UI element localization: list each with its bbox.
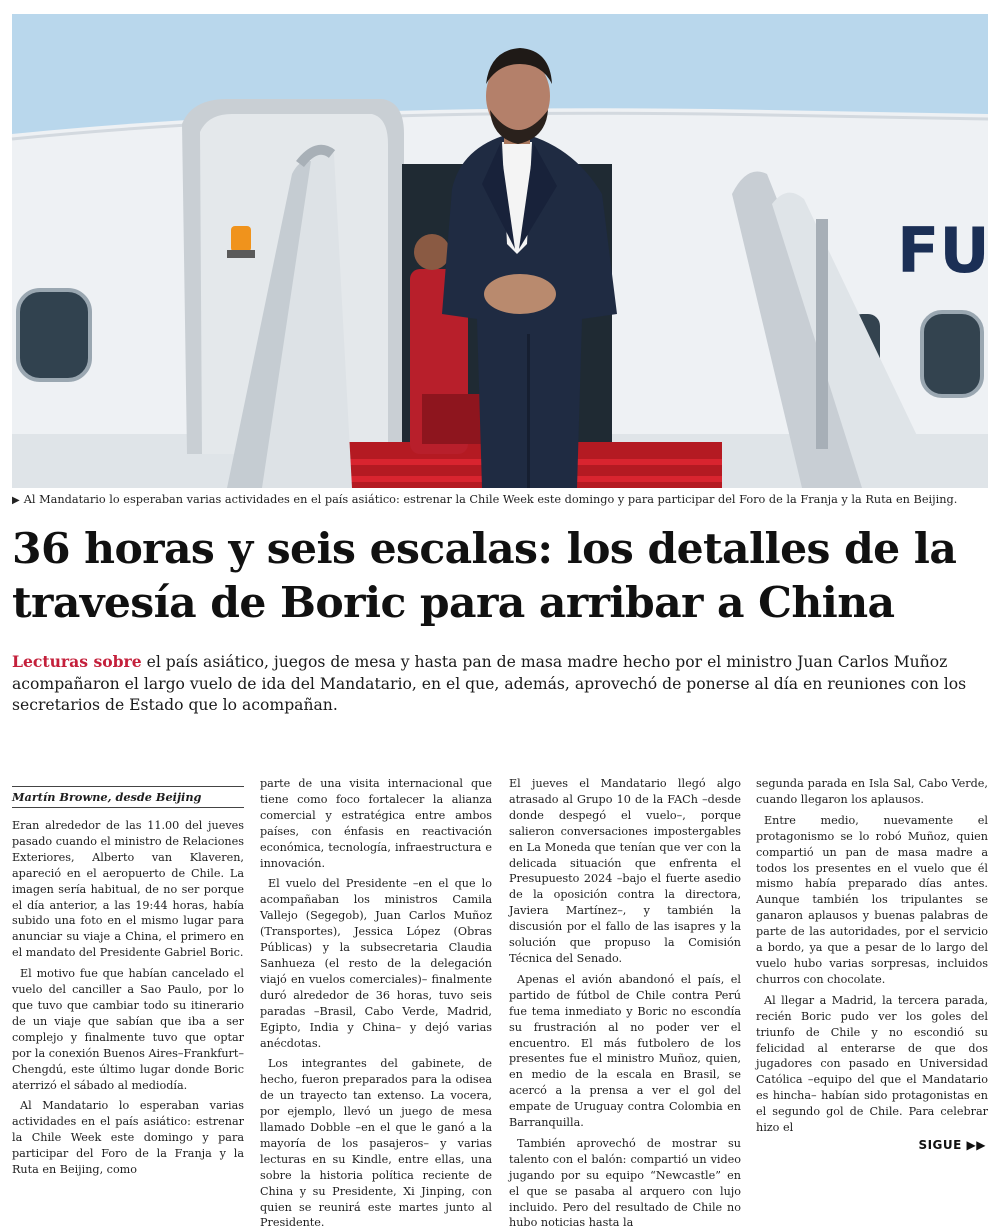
photo-caption	[12, 492, 988, 510]
column-4	[756, 776, 988, 1156]
paragraph: Al Mandatario lo esperaban varias actividades en el país asiático: estrenar la Chile Week este domingo y para participar del Foro de la Franja y la Ruta en Beijing, como	[12, 1099, 244, 1177]
lead-paragraph	[12, 651, 972, 717]
column-3	[509, 776, 741, 1230]
paragraph: El motivo fue que habían cancelado el vuelo del canciller a Sao Paulo, por lo que tuvo que cambiar todo su itinerario de un viaje que sabían que iba a ser complejo y finalmente tuvo que optar por la conexión Buenos Aires–Frankfurt–Chengdú, este último lugar donde Boric aterrizó el sábado al mediodía.	[12, 967, 244, 1092]
column-2	[260, 776, 492, 1230]
paragraph: Eran alrededor de las 11.00 del jueves pasado cuando el ministro de Relaciones Exteriores, Alberto van Klaveren, apareció en el aeropuerto de Chile. La imagen sería habitual, de no ser porque el día anterior, a las 19:44 horas, había subido una foto en el mismo lugar para anunciar su viaje a China, el primero en el mandato del Presidente Gabriel Boric.	[12, 819, 244, 960]
paragraph: También aprovechó de mostrar su talento con el balón: compartió un video jugando por su equipo “Newcastle” en el que se pasaba al arquero con lujo incluido. Pero del resultado de Chile no hubo noticias hasta la	[509, 1136, 741, 1230]
paragraph: parte de una visita internacional que tiene como foco fortalecer la alianza comercial y estratégica entre ambos países, con énfasis en reactivación económica, tecnología, infraestructura e innovación.	[260, 777, 492, 870]
lead-kicker: Lecturas sobre	[12, 652, 142, 671]
paragraph: El vuelo del Presidente –en el que lo acompañaban los ministros Camila Vallejo (Segegob), Juan Carlos Muñoz (Transportes), Jessica López (Obras Públicas) y la subsecretaria Claudia Sanhueza (el resto de la delegación viajó en vuelos comerciales)– finalmente duró alrededor de 36 horas, tuvo seis paradas –Brasil, Cabo Verde, Madrid, Egipto, India y China– y dejó varias anécdotas.	[260, 877, 492, 1050]
paragraph: Al llegar a Madrid, la tercera parada, recién Boric pudo ver los goles del triunfo de Chile y no escondió su felicidad al enterarse de que dos jugadores con pasado en Universidad Católica –equipo del que el Mandatario es hincha– habían sido protagonistas en el segundo gol de Chile. Para celebrar hizo el	[756, 993, 988, 1135]
paragraph: segunda parada en Isla Sal, Cabo Verde, cuando llegaron los aplausos.	[756, 777, 988, 806]
paragraph: Entre medio, nuevamente el protagonismo se lo robó Muñoz, quien compartió un pan de masa madre a todos los presentes en el vuelo que él mismo había preparado días antes. Aunque también los tripulantes se ganaron aplausos y buenas palabras de parte de las autoridades, por el servicio a bordo, ya que a pesar de lo largo del vuelo hubo varias sorpresas, incluidos churros con chocolate.	[756, 813, 988, 986]
column-1	[12, 786, 244, 1177]
caption-text: Al Mandatario lo esperaban varias actividades en el país asiático: estrenar la Chile Week este domingo y para participar del Foro de la Franja y la Ruta en Beijing.	[23, 493, 958, 506]
article-photo	[12, 14, 988, 488]
paragraph: El jueves el Mandatario llegó algo atrasado al Grupo 10 de la FACh –desde donde despegó el vuelo–, porque salieron conversaciones impostergables en La Moneda que tenían que ver con la delicada situación que enfrenta el Presupuesto 2024 –bajo el fuerte asedio de la oposición contra la directora, Javiera Martínez–, y también la discusión por el fallo de las isapres y la solución que propuso la Comisión Técnica del Senado.	[509, 777, 741, 965]
lead-text: el país asiático, juegos de mesa y hasta pan de masa madre hecho por el ministro Juan Carlos Muñoz acompañaron el largo vuelo de ida del Mandatario, en el que, además, aprovechó de ponerse al día en reuniones con los secretarios de Estado que lo acompañan.	[12, 653, 967, 714]
headline: 36 horas y seis escalas: los detalles de la travesía de Boric para arribar a China	[12, 524, 957, 628]
article-body	[12, 776, 988, 1230]
paragraph: Apenas el avión abandonó el país, el partido de fútbol de Chile contra Perú fue tema inmediato y Boric no escondía su frustración al no poder ver el encuentro. El más futbolero de los presentes fue el ministro Muñoz, quien, en medio de la escala en Brasil, se acercó a la prensa a ver el gol del empate de Uruguay contra Colombia en Barranquilla.	[509, 972, 741, 1130]
byline: Martín Browne, desde Beijing	[12, 786, 244, 808]
paragraph: Los integrantes del gabinete, de hecho, fueron preparados para la odisea de un trayecto tan extenso. La vocera, por ejemplo, llevó un juego de mesa llamado Dobble –en el que le ganó a la mayoría de los pasajeros– y varias lecturas en su Kindle, entre ellas, una sobre la historia política reciente de China y su Presidente, Xi Jinping, con quien se reunirá este martes junto al Presidente.	[260, 1057, 492, 1230]
airplane-stairs-illustration	[12, 14, 988, 488]
continue-label: SIGUE ▶▶	[918, 1138, 986, 1152]
fuselage-lettering: FU	[897, 214, 990, 287]
caption-arrow-icon: ▶	[12, 495, 20, 506]
